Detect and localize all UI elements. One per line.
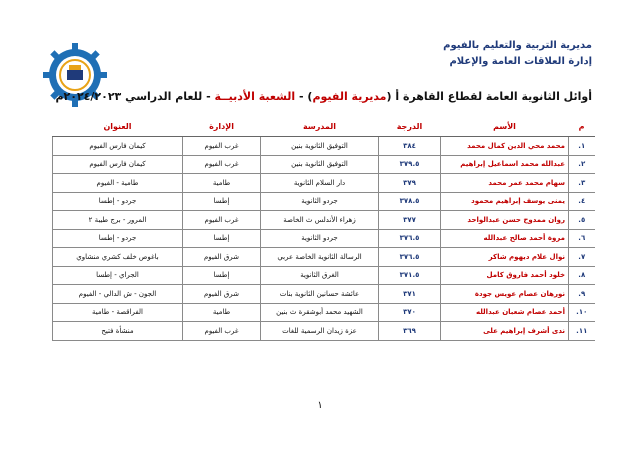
admin-name: غرب الفيوم [183,137,261,156]
school-name: الرسالة الثانوية الخاصة عربي [261,248,379,267]
admin-name: طامية [183,303,261,322]
school-name: عزة زيدان الرسمية للغات [261,322,379,341]
school-name: التوفيق الثانوية بنين [261,137,379,156]
student-name: يمنى يوسف إبراهيم محمود [441,192,569,211]
row-index: ٨. [569,266,595,285]
student-name: سهام محمد عمر محمد [441,174,569,193]
table-header-row [53,116,595,137]
school-name: زهراء الأندلس ث الخاصة [261,211,379,230]
student-name: خلود أحمد فاروق كامل [441,266,569,285]
student-name: ندى أشرف إبراهيم على [441,322,569,341]
address: منشأة فتيح [53,322,183,341]
table-row [53,211,595,230]
admin-name: شرق الفيوم [183,285,261,304]
school-name: جردو الثانوية [261,192,379,211]
col-header-admin: الإدارة [183,116,261,137]
address: الفراقصة - طامية [53,303,183,322]
row-index: ٥. [569,211,595,230]
student-name: نوال علام ديهوم شاكر [441,248,569,267]
student-score: ٣٧١ [379,285,441,304]
student-score: ٣٧٩ [379,174,441,193]
title-region: مديرية الفيوم [312,90,387,103]
col-header-address: العنوان [53,116,183,137]
school-name: جردو الثانوية [261,229,379,248]
title-part-2: ) - [295,90,313,103]
row-index: ١. [569,137,595,156]
address: المرور - برج طيبة ٢ [53,211,183,230]
table-row [53,174,595,193]
row-index: ٧. [569,248,595,267]
student-score: ٣٨٤ [379,137,441,156]
admin-name: طامية [183,174,261,193]
title-part-1: أوائل الثانوية العامة لقطاع القاهرة أ ( [386,90,592,103]
student-score: ٣٧٠ [379,303,441,322]
student-score: ٣٧٦.٥ [379,248,441,267]
address: الجراي - إطسا [53,266,183,285]
table-row [53,266,595,285]
admin-name: غرب الفيوم [183,322,261,341]
row-index: ٣. [569,174,595,193]
student-name: نورهان عصام عويس جودة [441,285,569,304]
table-row [53,248,595,267]
student-score: ٣٦٩ [379,322,441,341]
student-score: ٣٧٦.٥ [379,229,441,248]
school-name: دار السلام الثانوية [261,174,379,193]
page-number: ١ [317,400,323,411]
school-name: عائشة حسانين الثانوية بنات [261,285,379,304]
row-index: ١٠. [569,303,595,322]
row-index: ٩. [569,285,595,304]
table-row [53,322,595,341]
table-row [53,137,595,156]
row-index: ٤. [569,192,595,211]
org-line-2: إدارة العلاقات العامة والإعلام [449,56,592,67]
student-score: ٣٧٧ [379,211,441,230]
student-name: مروة أحمد صالح عبدالله [441,229,569,248]
student-score: ٣٧١.٥ [379,266,441,285]
col-header-school: المدرسة [261,116,379,137]
student-score: ٣٧٩.٥ [379,155,441,174]
school-name: الغرق الثانوية [261,266,379,285]
table-row [53,303,595,322]
col-header-index: م [569,116,595,137]
table-row [53,192,595,211]
address: جردو - إطسا [53,192,183,211]
org-line-1: مديرية التربية والتعليم بالفيوم [443,40,592,51]
col-header-name: الأسم [441,116,569,137]
student-name: أحمد عصام شعبان عبدالله [441,303,569,322]
row-index: ٦. [569,229,595,248]
admin-name: غرب الفيوم [183,211,261,230]
student-name: محمد محي الدين كمال محمد [441,137,569,156]
address: طامية - الفيوم [53,174,183,193]
organization-header [443,38,592,70]
admin-name: إطسا [183,229,261,248]
school-name: التوفيق الثانوية بنين [261,155,379,174]
student-score: ٣٧٨.٥ [379,192,441,211]
school-name: الشهيد محمد أبوشقرة ث بنين [261,303,379,322]
address: باغوص خلف كشري منشاوي [53,248,183,267]
address: الجون - ش الدالي - الفيوم [53,285,183,304]
col-header-score: الدرجة [379,116,441,137]
document-title [48,90,592,103]
student-name: روان ممدوح حسن عبدالواحد [441,211,569,230]
address: كيمان فارس الفيوم [53,155,183,174]
admin-name: إطسا [183,192,261,211]
title-part-3: - للعام الدراسي ٢٠٢٤/٢٠٢٣م [55,90,215,103]
admin-name: إطسا [183,266,261,285]
results-table [52,116,595,341]
table-row [53,229,595,248]
table-row [53,285,595,304]
address: كيمان فارس الفيوم [53,137,183,156]
admin-name: شرق الفيوم [183,248,261,267]
admin-name: غرب الفيوم [183,155,261,174]
row-index: ١١. [569,322,595,341]
title-branch: الشعبة الأدبيــة [214,90,296,103]
address: جردو - إطسا [53,229,183,248]
row-index: ٢. [569,155,595,174]
student-name: عبدالله محمد اسماعيل إبراهيم [441,155,569,174]
table-row [53,155,595,174]
